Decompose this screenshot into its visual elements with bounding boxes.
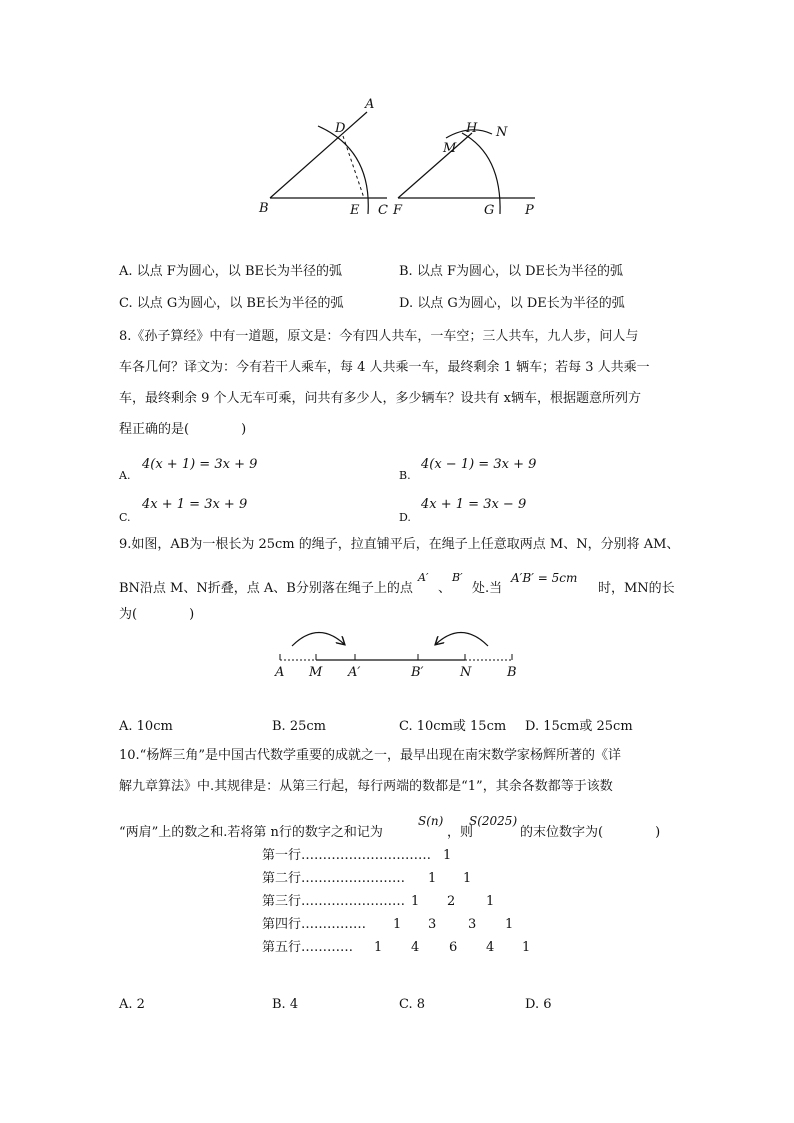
q9-option-c[interactable]: C. 10cm或 15cm xyxy=(399,719,507,734)
ray-FM xyxy=(398,133,472,198)
q8-option-d-letter[interactable]: D. xyxy=(399,511,411,524)
label-C: C xyxy=(378,203,388,218)
q9-eq: A′B′ = 5cm xyxy=(511,571,578,585)
q10-option-a[interactable]: A. 2 xyxy=(119,997,145,1012)
label-D: D xyxy=(335,121,346,136)
label-A: A xyxy=(365,97,375,112)
q8-option-a-letter[interactable]: A. xyxy=(119,469,131,482)
q8-option-b-letter[interactable]: B. xyxy=(399,469,411,482)
q8-option-b-eq[interactable]: 4(x − 1) = 3x + 9 xyxy=(421,457,537,472)
q7-option-c[interactable]: C. 以点 G为圆心，以 BE长为半径的弧 xyxy=(119,296,344,311)
q7-option-a[interactable]: A. 以点 F为圆心，以 BE长为半径的弧 xyxy=(119,264,342,279)
triangle-num: 4 xyxy=(411,940,420,955)
q10-line3c: 的末位数字为( ) xyxy=(520,825,661,840)
fold-arrow-left xyxy=(292,632,344,646)
q10-line3b: ，则 xyxy=(447,825,474,840)
q9-prime-a: A′ xyxy=(418,571,429,584)
label-M: M xyxy=(443,141,457,156)
q10-option-d[interactable]: D. 6 xyxy=(525,997,552,1012)
label-B: B xyxy=(507,665,517,680)
label-A-prime: A′ xyxy=(348,665,361,680)
q10-option-b[interactable]: B. 4 xyxy=(272,997,299,1012)
label-N: N xyxy=(496,125,508,140)
ray-BA xyxy=(270,112,367,198)
q8-option-a-eq[interactable]: 4(x + 1) = 3x + 9 xyxy=(142,457,258,472)
triangle-num: 2 xyxy=(447,894,456,909)
q7-figure xyxy=(0,0,794,240)
triangle-num: 1 xyxy=(443,848,452,863)
q9-line1: 9.如图，AB为一根长为 25cm 的绳子，拉直铺平后，在绳子上任意取两点 M、N，分别将 AM、 xyxy=(119,537,680,552)
arc-DE xyxy=(318,126,368,214)
q8-line3: 车，最终剩余 9 个人无车可乘，问共有多少人，多少辆车？设共有 x辆车，根据题意所列方 xyxy=(119,391,642,406)
triangle-num: 4 xyxy=(486,940,495,955)
q9-line3: 为( ) xyxy=(119,607,195,622)
q9-figure xyxy=(0,620,794,720)
q7-option-b[interactable]: B. 以点 F为圆心，以 DE长为半径的弧 xyxy=(399,264,624,279)
triangle-row-1-label: 第一行………………………… xyxy=(262,848,432,863)
triangle-num: 3 xyxy=(428,917,437,932)
triangle-num: 1 xyxy=(393,917,402,932)
q9-option-b[interactable]: B. 25cm xyxy=(272,719,326,734)
label-B: B xyxy=(259,201,269,216)
q10-sn: S(n) xyxy=(418,814,444,828)
label-N: N xyxy=(460,665,472,680)
label-H: H xyxy=(466,121,478,136)
triangle-num: 3 xyxy=(468,917,477,932)
q8-line2: 车各几何？译文为：今有若干人乘车，每 4 人共乘一车，最终剩余 1 辆车；若每 3 人共乘一 xyxy=(119,360,650,375)
q9-option-a[interactable]: A. 10cm xyxy=(119,719,173,734)
label-M: M xyxy=(309,665,323,680)
triangle-num: 1 xyxy=(411,894,420,909)
triangle-row-4-label: 第四行…………… xyxy=(262,917,367,932)
q7-option-d[interactable]: D. 以点 G为圆心，以 DE长为半径的弧 xyxy=(399,296,625,311)
q9-line2c: 时，MN的长 xyxy=(598,581,675,596)
q8-option-c-eq[interactable]: 4x + 1 = 3x + 9 xyxy=(142,497,248,512)
triangle-num: 1 xyxy=(428,871,437,886)
q10-option-c[interactable]: C. 8 xyxy=(399,997,426,1012)
triangle-num: 6 xyxy=(449,940,458,955)
label-P: P xyxy=(525,203,534,218)
q9-line2b: 处.当 xyxy=(472,581,503,596)
q9-line2a: BN沿点 M、N折叠，点 A、B分别落在绳子上的点 xyxy=(119,581,413,596)
label-E: E xyxy=(350,203,360,218)
q10-s2025: S(2025) xyxy=(469,814,518,828)
q8-line1: 8.《孙子算经》中有一道题，原文是：今有四人共车，一车空；三人共车，九人步，问人与 xyxy=(119,329,639,344)
triangle-row-3-label: 第三行…………………… xyxy=(262,894,406,909)
q8-option-d-eq[interactable]: 4x + 1 = 3x − 9 xyxy=(421,497,527,512)
triangle-num: 1 xyxy=(522,940,531,955)
fold-arrow-right xyxy=(436,632,488,646)
q10-line2: 解九章算法》中.其规律是：从第三行起，每行两端的数都是“1”，其余各数都等于该数 xyxy=(119,779,613,794)
arc-MG xyxy=(462,133,500,214)
q8-option-c-letter[interactable]: C. xyxy=(119,511,131,524)
label-B-prime: B′ xyxy=(411,665,424,680)
q10-line1: 10.“杨辉三角”是中国古代数学重要的成就之一，最早出现在南宋数学家杨辉所著的《详 xyxy=(119,748,621,763)
q9-sep: 、 xyxy=(438,581,452,596)
q10-line3a: “两肩”上的数之和.若将第 n行的数字之和记为 xyxy=(119,825,383,840)
triangle-num: 1 xyxy=(463,871,472,886)
label-G: G xyxy=(484,203,495,218)
triangle-row-2-label: 第二行…………………… xyxy=(262,871,406,886)
triangle-num: 1 xyxy=(505,917,514,932)
q9-option-d[interactable]: D. 15cm或 25cm xyxy=(525,719,633,734)
q8-line4: 程正确的是( ) xyxy=(119,422,247,437)
triangle-num: 1 xyxy=(486,894,495,909)
triangle-row-5-label: 第五行………… xyxy=(262,940,354,955)
label-A: A xyxy=(275,665,285,680)
triangle-num: 1 xyxy=(374,940,383,955)
label-F: F xyxy=(393,203,403,218)
q9-prime-b: B′ xyxy=(452,571,463,584)
